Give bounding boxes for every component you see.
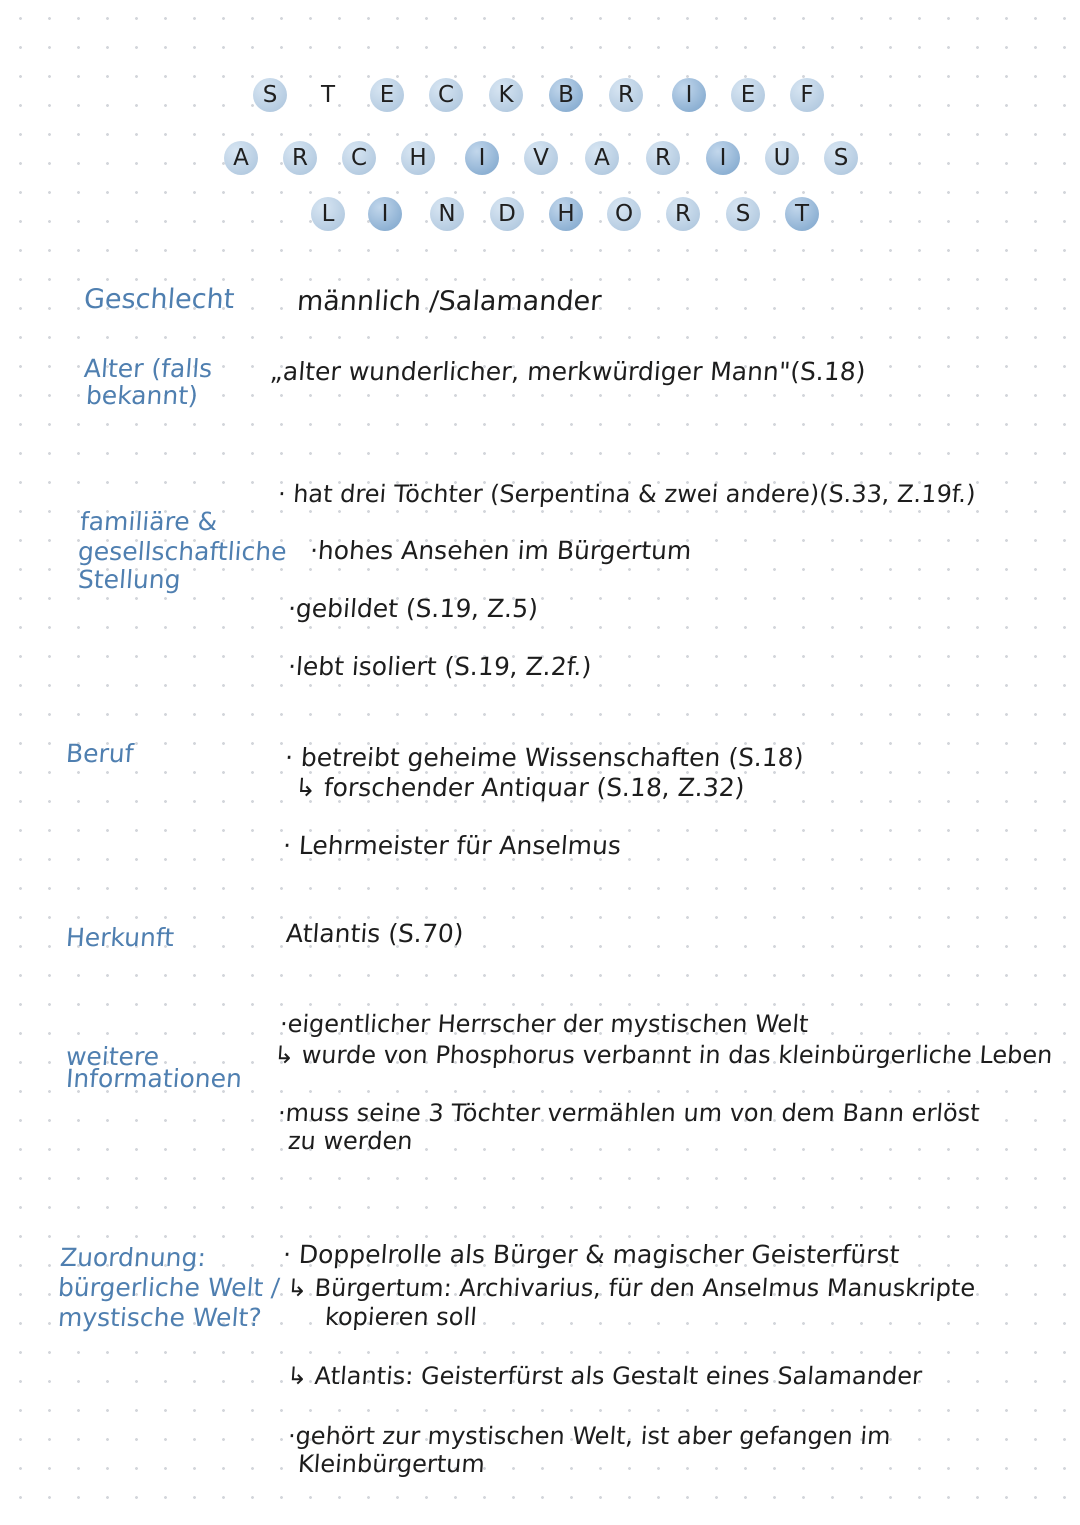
familiaer-item: ·gebildet (S.19, Z.5) bbox=[287, 594, 540, 623]
label-weitere-line2: Informationen bbox=[65, 1064, 244, 1093]
zuordnung-item: ·gehört zur mystischen Welt, ist aber gefangen im bbox=[287, 1422, 892, 1450]
title-letter: O bbox=[607, 197, 641, 231]
zuordnung-item: · Doppelrolle als Bürger & magischer Geisterfürst bbox=[282, 1240, 901, 1269]
title-letter: D bbox=[490, 197, 524, 231]
familiaer-item: ·hohes Ansehen im Bürgertum bbox=[309, 536, 693, 565]
label-herkunft: Herkunft bbox=[65, 923, 176, 952]
weitere-item: zu werden bbox=[287, 1127, 414, 1155]
label-weitere-line1: weitere bbox=[65, 1042, 161, 1071]
label-zuordnung-line1: Zuordnung: bbox=[59, 1243, 207, 1272]
title-letter: I bbox=[368, 197, 402, 231]
title-letter: C bbox=[429, 78, 463, 112]
title-letter: F bbox=[790, 78, 824, 112]
title-letter: S bbox=[824, 141, 858, 175]
title-letter: H bbox=[401, 141, 435, 175]
title-letter: R bbox=[646, 141, 680, 175]
title-letter: T bbox=[320, 82, 336, 108]
label-alter-line2: bekannt) bbox=[85, 381, 199, 410]
familiaer-item: ·lebt isoliert (S.19, Z.2f.) bbox=[287, 652, 593, 681]
title-letter: E bbox=[731, 78, 765, 112]
label-familiaer-line2: gesellschaftliche bbox=[77, 537, 288, 566]
label-alter-line1: Alter (falls bbox=[83, 354, 214, 383]
weitere-item: ·eigentlicher Herrscher der mystischen Welt bbox=[279, 1010, 810, 1038]
zuordnung-item: ↳ Bürgertum: Archivarius, für den Anselmus Manuskripte bbox=[286, 1274, 977, 1302]
title-letter: R bbox=[666, 197, 700, 231]
value-alter: „alter wunderlicher, merkwürdiger Mann"(S.18) bbox=[269, 357, 867, 386]
title-letter: V bbox=[524, 141, 558, 175]
title-letter: I bbox=[672, 78, 706, 112]
title-letter: C bbox=[342, 141, 376, 175]
title-letter: I bbox=[465, 141, 499, 175]
title-row-2 bbox=[0, 141, 1080, 185]
value-geschlecht: männlich /Salamander bbox=[295, 286, 603, 317]
zuordnung-item: ↳ Atlantis: Geisterfürst als Gestalt eines Salamander bbox=[286, 1362, 923, 1390]
label-zuordnung-line3: mystische Welt? bbox=[57, 1303, 263, 1332]
title-letter: R bbox=[283, 141, 317, 175]
beruf-item: · betreibt geheime Wissenschaften (S.18) bbox=[284, 743, 805, 772]
title-letter: S bbox=[253, 78, 287, 112]
title-letter: K bbox=[489, 78, 523, 112]
familiaer-item: · hat drei Töchter (Serpentina & zwei andere)(S.33, Z.19f.) bbox=[277, 480, 977, 508]
weitere-item: ·muss seine 3 Töchter vermählen um von dem Bann erlöst bbox=[277, 1099, 981, 1127]
title-letter: I bbox=[706, 141, 740, 175]
label-beruf: Beruf bbox=[65, 739, 135, 768]
title-letter: A bbox=[224, 141, 258, 175]
zuordnung-item: kopieren soll bbox=[324, 1303, 478, 1331]
zuordnung-item: Kleinbürgertum bbox=[297, 1450, 486, 1478]
title-row-1 bbox=[0, 78, 1080, 122]
title-letter: N bbox=[430, 197, 464, 231]
title-letter: H bbox=[549, 197, 583, 231]
title-letter: A bbox=[585, 141, 619, 175]
value-herkunft: Atlantis (S.70) bbox=[285, 919, 465, 948]
title-letter: B bbox=[549, 78, 583, 112]
title-letter: S bbox=[726, 197, 760, 231]
label-familiaer-line1: familiäre & bbox=[79, 507, 219, 536]
beruf-item: · Lehrmeister für Anselmus bbox=[282, 831, 623, 860]
title-row-3 bbox=[0, 197, 1080, 241]
title-letter: E bbox=[370, 78, 404, 112]
label-geschlecht: Geschlecht bbox=[82, 284, 236, 315]
label-familiaer-line3: Stellung bbox=[77, 565, 182, 594]
title-letter: U bbox=[765, 141, 799, 175]
title-letter: L bbox=[311, 197, 345, 231]
beruf-item: ↳ forschender Antiquar (S.18, Z.32) bbox=[294, 773, 746, 802]
label-zuordnung-line2: bürgerliche Welt / bbox=[57, 1273, 281, 1302]
title-letter: R bbox=[609, 78, 643, 112]
title-letter: T bbox=[785, 197, 819, 231]
weitere-item: ↳ wurde von Phosphorus verbannt in das kleinbürgerliche Leben bbox=[273, 1041, 1054, 1069]
